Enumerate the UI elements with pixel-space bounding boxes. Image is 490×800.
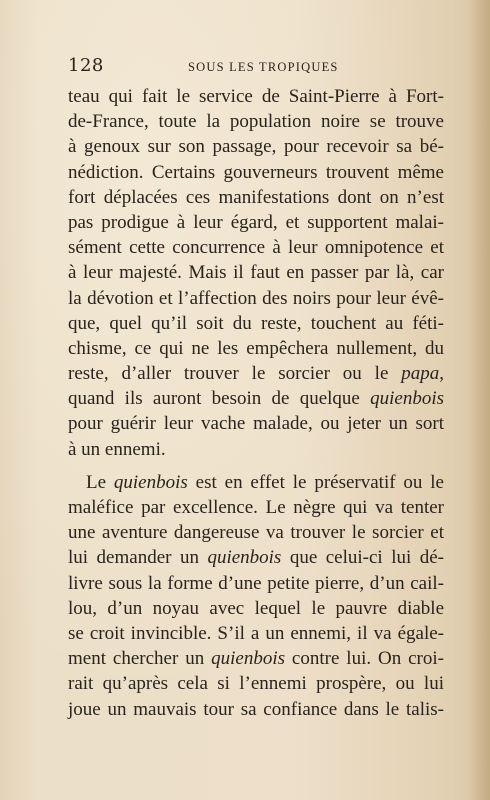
text-line <box>68 160 444 185</box>
text-line <box>68 545 444 570</box>
text-segment: à genoux sur son passage, pour recevoir sa bé- <box>68 136 444 158</box>
text-line <box>68 495 444 520</box>
text-line <box>68 109 444 134</box>
text-segment: chisme, ce qui ne les empêchera nullement, du <box>68 337 444 359</box>
italic-word: quienbois <box>211 648 285 670</box>
text-segment: à leur majesté. Mais il faut en passer par là, car <box>68 262 444 284</box>
text-segment: pas prodigue à leur égard, et supportent malai- <box>68 211 444 233</box>
text-line <box>68 386 444 411</box>
text-line <box>68 235 444 260</box>
text-segment: quand ils auront besoin de quelque <box>68 388 371 410</box>
text-segment: lou, d’un noyau avec lequel le pauvre diable <box>68 597 444 619</box>
text-segment: la dévotion et l’affection des noirs pour leur évê- <box>68 287 444 309</box>
italic-word: quienbois <box>207 547 282 569</box>
text-line <box>68 84 444 109</box>
text-segment: reste, d’aller trouver le sorcier ou le <box>68 363 402 385</box>
running-head: SOUS LES TROPIQUES <box>188 60 339 74</box>
page-header <box>68 55 428 79</box>
paragraph <box>68 470 444 722</box>
body-text <box>68 84 444 722</box>
text-line <box>68 260 444 285</box>
text-segment: Le <box>86 471 114 493</box>
text-segment: est en effet le préservatif ou le <box>187 471 444 493</box>
text-line <box>68 470 444 495</box>
text-segment: de-France, toute la population noire se trouve <box>68 111 444 133</box>
text-line <box>68 286 444 311</box>
text-line <box>68 361 444 386</box>
text-segment: pour guérir leur vache malade, ou jeter un sort <box>68 413 444 435</box>
text-line <box>68 411 444 436</box>
text-line <box>68 646 444 671</box>
text-segment: rait qu’après cela si l’ennemi prospère, ou lui <box>68 673 444 695</box>
italic-word: quienbois <box>370 388 444 410</box>
text-segment: joue un mauvais tour sa confiance dans le talis- <box>68 698 444 720</box>
text-line <box>68 336 444 361</box>
text-line <box>68 185 444 210</box>
text-segment: contre lui. On croi- <box>285 648 444 670</box>
text-line <box>68 596 444 621</box>
text-line <box>68 571 444 596</box>
text-line <box>68 134 444 159</box>
paragraph-gap <box>68 462 444 470</box>
text-segment: que, quel qu’il soit du reste, touchent au féti- <box>68 312 444 334</box>
text-segment: fort déplacées ces manifestations dont on n’est <box>68 186 444 208</box>
text-segment: , <box>439 363 444 385</box>
text-line <box>68 311 444 336</box>
text-segment: une aventure dangereuse va trouver le sorcier et <box>68 522 444 544</box>
text-segment: nédiction. Certains gouverneurs trouvent même <box>68 161 444 183</box>
text-segment: se croit invincible. S’il a un ennemi, il va égale- <box>68 622 444 644</box>
text-segment: lui demander un <box>68 547 208 569</box>
text-line <box>68 520 444 545</box>
text-segment: que celui-ci lui dé- <box>281 547 444 569</box>
italic-word: quienbois <box>113 471 188 493</box>
text-segment: ment chercher un <box>68 648 212 670</box>
text-line <box>68 671 444 696</box>
text-line <box>68 621 444 646</box>
italic-word: papa <box>401 363 440 385</box>
text-segment: sément cette concurrence à leur omnipotence et <box>68 237 444 259</box>
page-edge-shadow <box>468 0 490 800</box>
text-segment: teau qui fait le service de Saint-Pierre à Fort- <box>68 86 444 107</box>
page-number: 128 <box>68 55 104 76</box>
text-line <box>68 697 444 722</box>
text-segment: livre sous la forme d’une petite pierre, d’un cail- <box>68 572 444 594</box>
text-line <box>68 437 444 462</box>
text-segment: à un ennemi. <box>68 438 166 460</box>
paragraph <box>68 84 444 462</box>
text-segment: maléfice par excellence. Le nègre qui va tenter <box>68 497 444 518</box>
text-line <box>68 210 444 235</box>
